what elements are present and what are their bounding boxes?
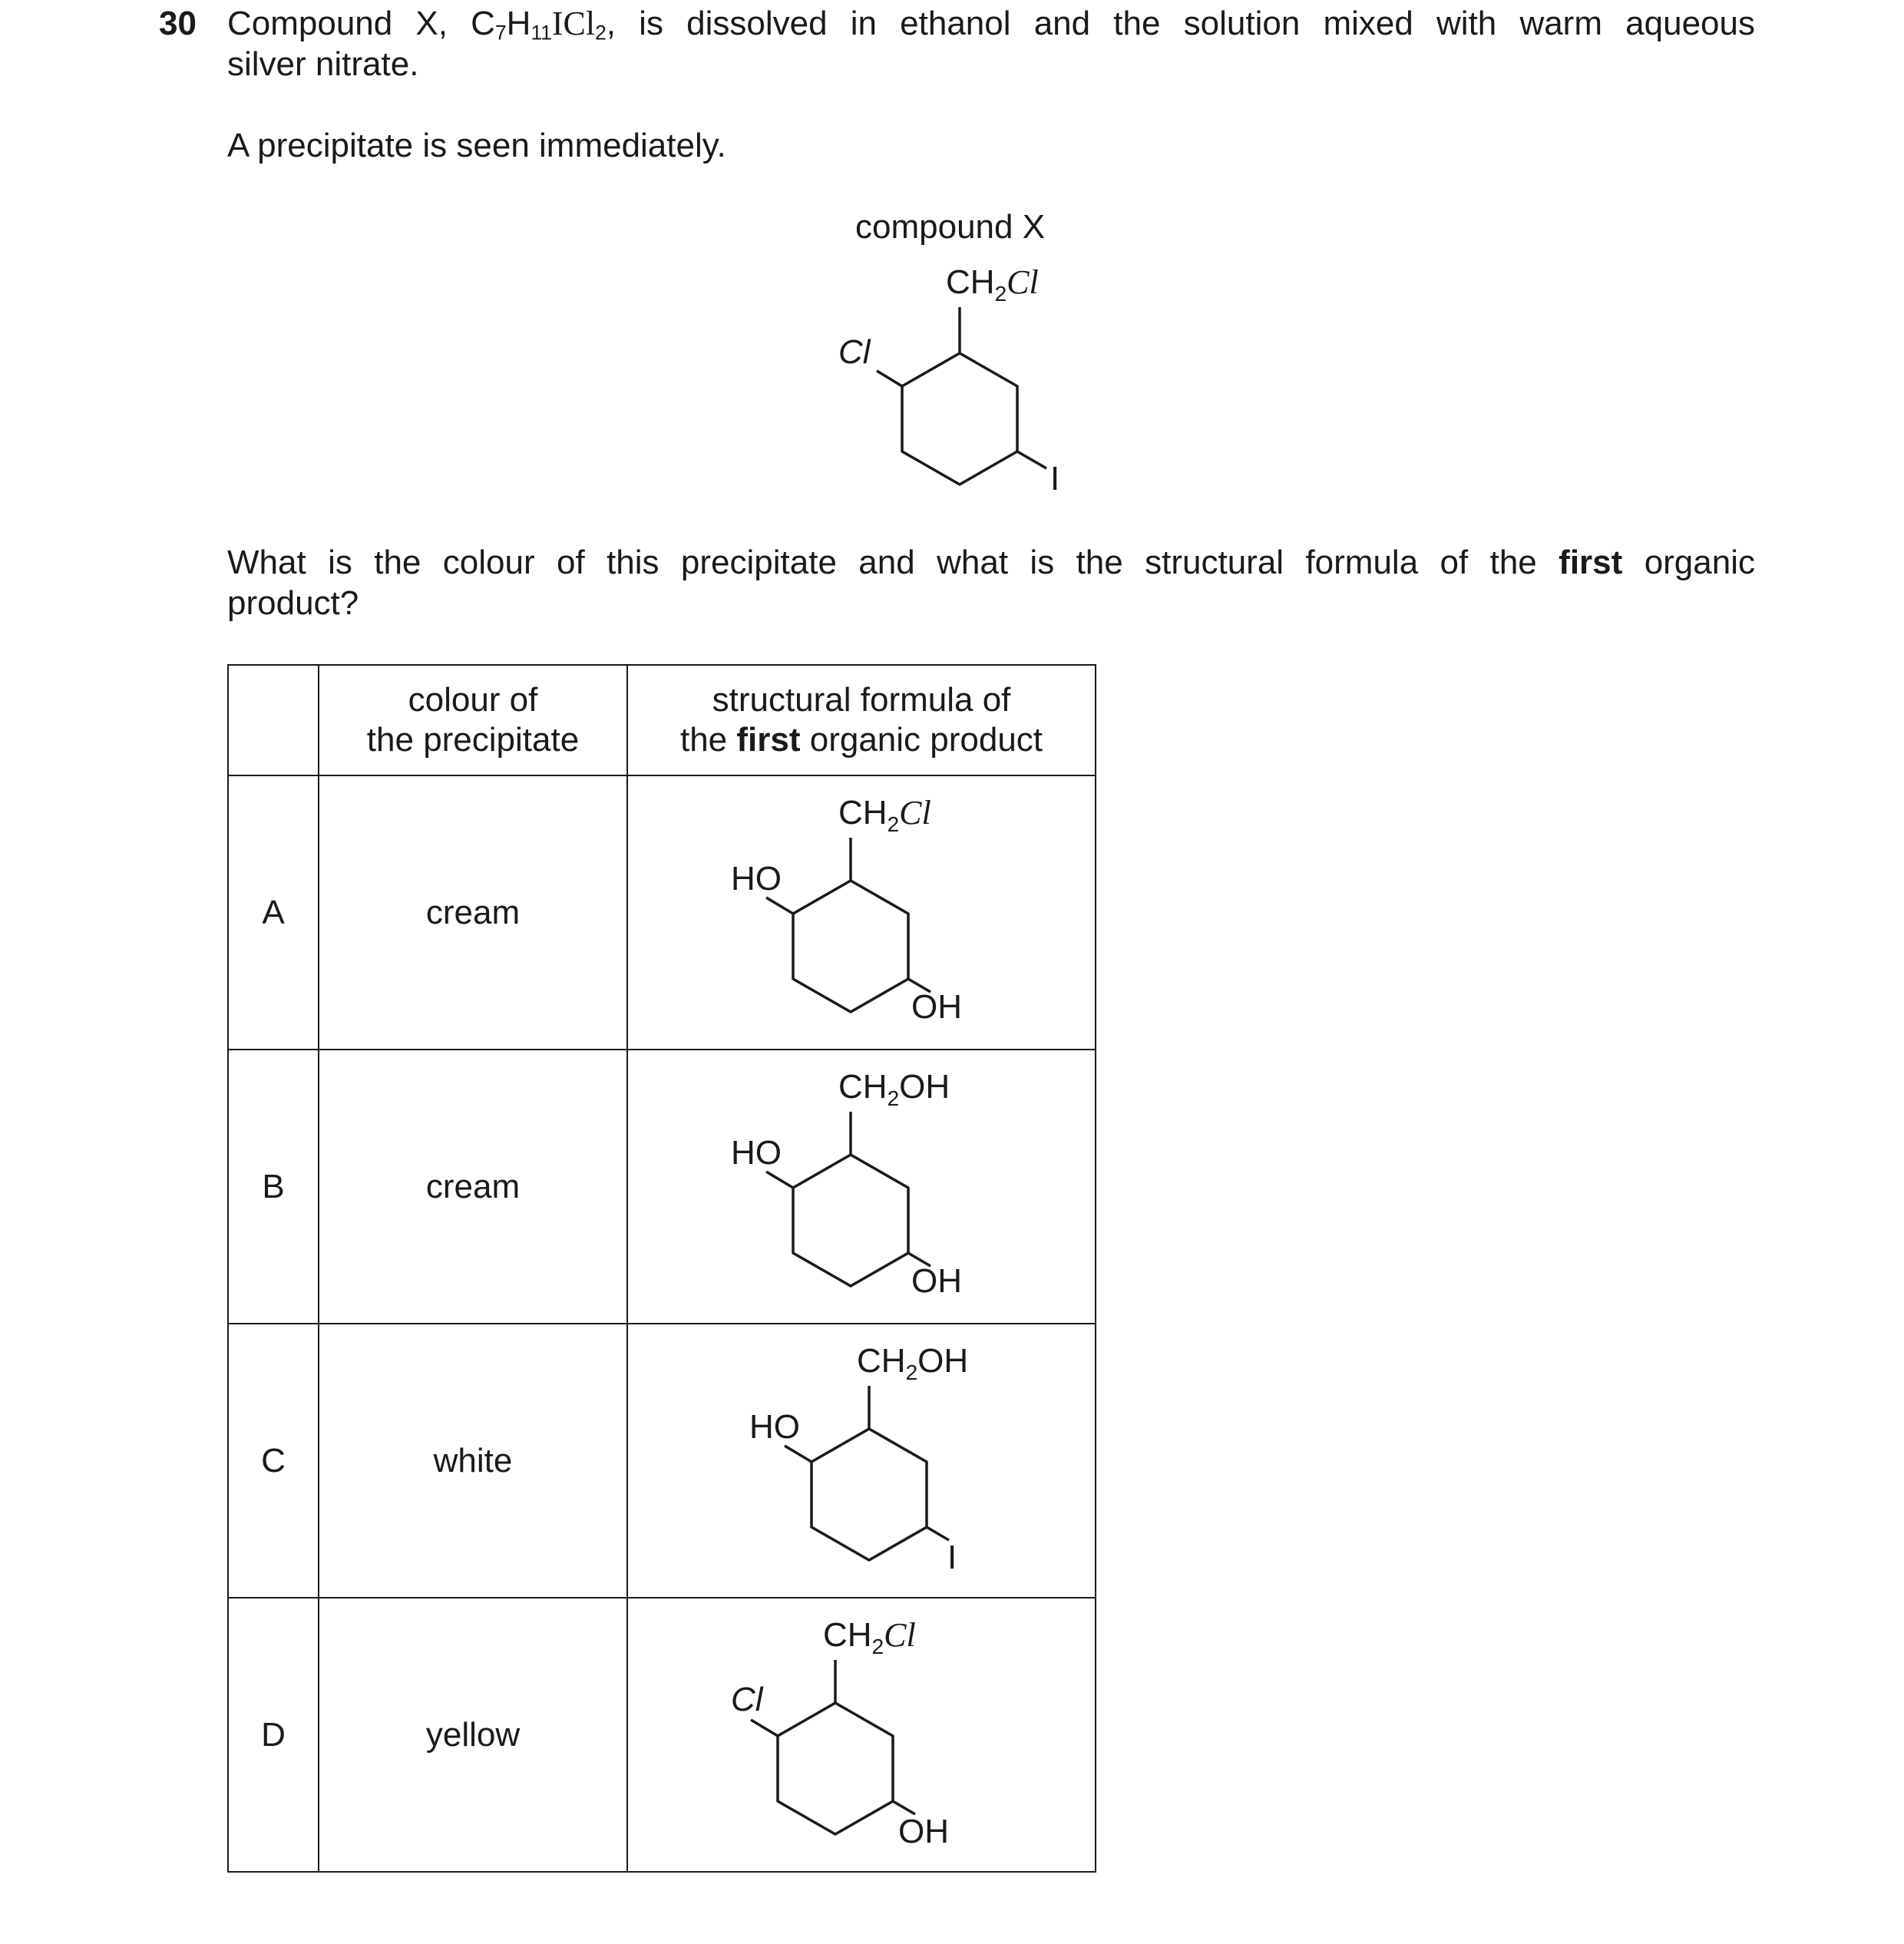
svg-text:OH: OH (911, 1261, 962, 1300)
svg-text:CH2Cl: $CH_2Cl$ (823, 1615, 916, 1658)
option-colour: white (319, 1324, 627, 1598)
structure-a (708, 782, 1015, 1043)
svg-text:CH2OH: $CH_2OH$ (857, 1341, 969, 1384)
svg-text:HO: HO (731, 1133, 782, 1172)
substituent-top: $CH_2Cl$ (946, 263, 1039, 306)
option-colour: yellow (319, 1598, 627, 1872)
question-ask: What is the colour of this precipitate and what is the structural formula of the first organic product? (227, 544, 1755, 622)
question-number: 30 (159, 5, 197, 42)
table-row[interactable] (228, 1598, 1096, 1872)
formula-icl: ICl (551, 5, 596, 42)
structure-c (708, 1331, 1015, 1592)
answer-table (227, 664, 1096, 1873)
svg-text:I: I (947, 1538, 957, 1576)
table-row[interactable] (228, 1050, 1096, 1324)
svg-text:CH2OH: $CH_2OH$ (838, 1067, 950, 1110)
compound-x-structure (829, 261, 1152, 514)
question-stem (227, 3, 1755, 84)
svg-text:HO: HO (749, 1407, 800, 1446)
bond-left (877, 371, 902, 386)
stem-line-1: Compound X, $C_7H_{11}ICl_2$, is dissolved in ethanol and the solution mixed with warm aqueous (227, 5, 1755, 45)
compound-x-label: compound X (855, 208, 1046, 246)
bond-right (1017, 451, 1046, 468)
header-structure: structural formula of the first organic product (627, 665, 1096, 775)
option-key[interactable]: B (228, 1050, 319, 1324)
svg-text:OH: OH (898, 1812, 949, 1850)
substituent-right: I (1050, 460, 1060, 498)
table-row[interactable] (228, 1324, 1096, 1598)
svg-text:HO: HO (731, 859, 782, 898)
svg-text:Cl: Cl (731, 1680, 763, 1718)
option-structure (627, 1324, 1096, 1598)
structure-d (708, 1605, 1015, 1866)
svg-text:OH: OH (911, 987, 962, 1026)
header-colour: colour of the precipitate (319, 665, 627, 775)
option-key[interactable]: A (228, 775, 319, 1050)
table-row[interactable] (228, 775, 1096, 1050)
option-key[interactable]: D (228, 1598, 319, 1872)
cyclohexane-ring (902, 353, 1017, 484)
table-header-row (228, 665, 1096, 775)
option-structure (627, 1050, 1096, 1324)
structure-b (708, 1056, 1015, 1317)
option-colour: cream (319, 1050, 627, 1324)
option-colour: cream (319, 775, 627, 1050)
observation-text: A precipitate is seen immediately. (227, 127, 726, 164)
header-key (228, 665, 319, 775)
option-structure (627, 775, 1096, 1050)
substituent-left: Cl (838, 333, 871, 371)
stem-line-2: silver nitrate. (227, 45, 419, 83)
svg-text:CH2Cl: $CH_2Cl$ (838, 793, 931, 836)
option-structure (627, 1598, 1096, 1872)
option-key[interactable]: C (228, 1324, 319, 1598)
